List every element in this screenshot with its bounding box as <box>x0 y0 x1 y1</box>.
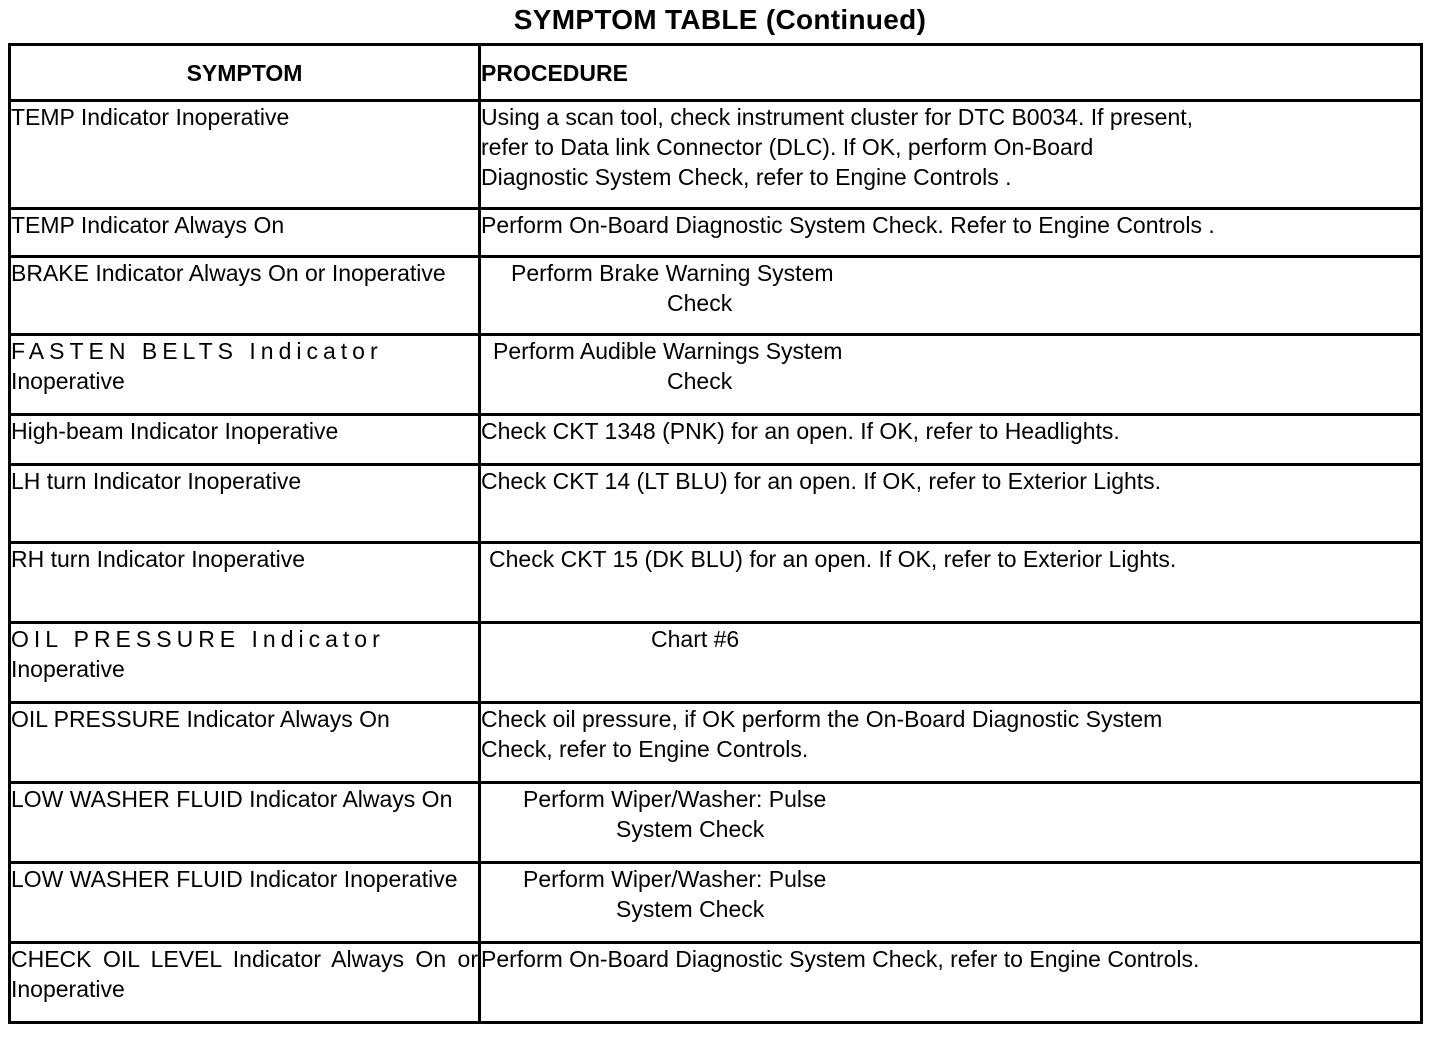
procedure-cell <box>480 335 1422 415</box>
table-row <box>10 543 1422 623</box>
column-header-symptom: SYMPTOM <box>10 45 480 101</box>
procedure-line: System Check <box>616 896 765 922</box>
page-title: SYMPTOM TABLE (Continued) <box>513 4 927 35</box>
procedure-cell <box>480 783 1422 863</box>
procedure-line: Check <box>667 368 733 394</box>
symptom-table <box>8 43 1423 1024</box>
procedure-line: Perform Wiper/Washer: Pulse <box>523 866 827 892</box>
table-row <box>10 335 1422 415</box>
table-row <box>10 257 1422 335</box>
symptom-text: Inoperative <box>11 368 125 394</box>
procedure-line: Perform On-Board Diagnostic System Check, refer to Engine Controls. <box>481 946 1200 972</box>
table-row <box>10 465 1422 543</box>
symptom-cell: TEMP Indicator Always On <box>10 209 480 257</box>
procedure-line: System Check <box>616 816 765 842</box>
symptom-cell: LOW WASHER FLUID Indicator Always On <box>10 783 480 863</box>
symptom-cell: OIL PRESSURE Indicator Always On <box>10 703 480 783</box>
table-row <box>10 209 1422 257</box>
table-row <box>10 415 1422 465</box>
symptom-text: OIL PRESSURE Indicator <box>11 626 385 652</box>
procedure-line: Check, refer to Engine Controls. <box>481 736 809 762</box>
procedure-line: Perform Audible Warnings System <box>493 338 843 364</box>
procedure-line: Check CKT 1348 (PNK) for an open. If OK, refer to Headlights. <box>481 418 1120 444</box>
symptom-cell: High-beam Indicator Inoperative <box>10 415 480 465</box>
symptom-text: Inoperative <box>11 656 125 682</box>
procedure-cell <box>480 543 1422 623</box>
symptom-cell: RH turn Indicator Inoperative <box>10 543 480 623</box>
procedure-cell <box>480 209 1422 257</box>
table-row <box>10 943 1422 1023</box>
procedure-line: Using a scan tool, check instrument cluster for DTC B0034. If present, <box>481 104 1194 130</box>
symptom-cell: TEMP Indicator Inoperative <box>10 101 480 209</box>
procedure-line: Check CKT 15 (DK BLU) for an open. If OK, refer to Exterior Lights. <box>489 546 1177 572</box>
procedure-line: Perform Brake Warning System <box>511 260 834 286</box>
procedure-line: Check oil pressure, if OK perform the On-Board Diagnostic System <box>481 706 1163 732</box>
table-row <box>10 703 1422 783</box>
procedure-cell <box>480 703 1422 783</box>
symptom-text: FASTEN BELTS Indicator <box>11 338 383 364</box>
procedure-line: Perform Wiper/Washer: Pulse <box>523 786 827 812</box>
procedure-cell <box>480 415 1422 465</box>
symptom-cell: CHECK OIL LEVEL Indicator Always On or Inoperative <box>10 943 480 1023</box>
symptom-cell: BRAKE Indicator Always On or Inoperative <box>10 257 480 335</box>
procedure-line: Perform On-Board Diagnostic System Check. Refer to Engine Controls . <box>481 212 1215 238</box>
procedure-line: Chart #6 <box>651 626 740 652</box>
procedure-cell <box>480 465 1422 543</box>
procedure-line: Check <box>667 290 733 316</box>
table-header-row <box>10 45 1422 101</box>
symptom-cell: LOW WASHER FLUID Indicator Inoperative <box>10 863 480 943</box>
symptom-cell <box>10 623 480 703</box>
procedure-cell <box>480 623 1422 703</box>
symptom-cell <box>10 335 480 415</box>
procedure-cell <box>480 257 1422 335</box>
procedure-cell <box>480 101 1422 209</box>
procedure-line: refer to Data link Connector (DLC). If OK, perform On-Board <box>481 134 1094 160</box>
procedure-cell <box>480 943 1422 1023</box>
table-row <box>10 863 1422 943</box>
procedure-line: Check CKT 14 (LT BLU) for an open. If OK, refer to Exterior Lights. <box>481 468 1162 494</box>
procedure-line: Diagnostic System Check, refer to Engine Controls . <box>481 164 1012 190</box>
table-row <box>10 623 1422 703</box>
table-row <box>10 783 1422 863</box>
procedure-cell <box>480 863 1422 943</box>
symptom-cell: LH turn Indicator Inoperative <box>10 465 480 543</box>
column-header-procedure: PROCEDURE <box>480 45 1422 101</box>
table-row <box>10 101 1422 209</box>
